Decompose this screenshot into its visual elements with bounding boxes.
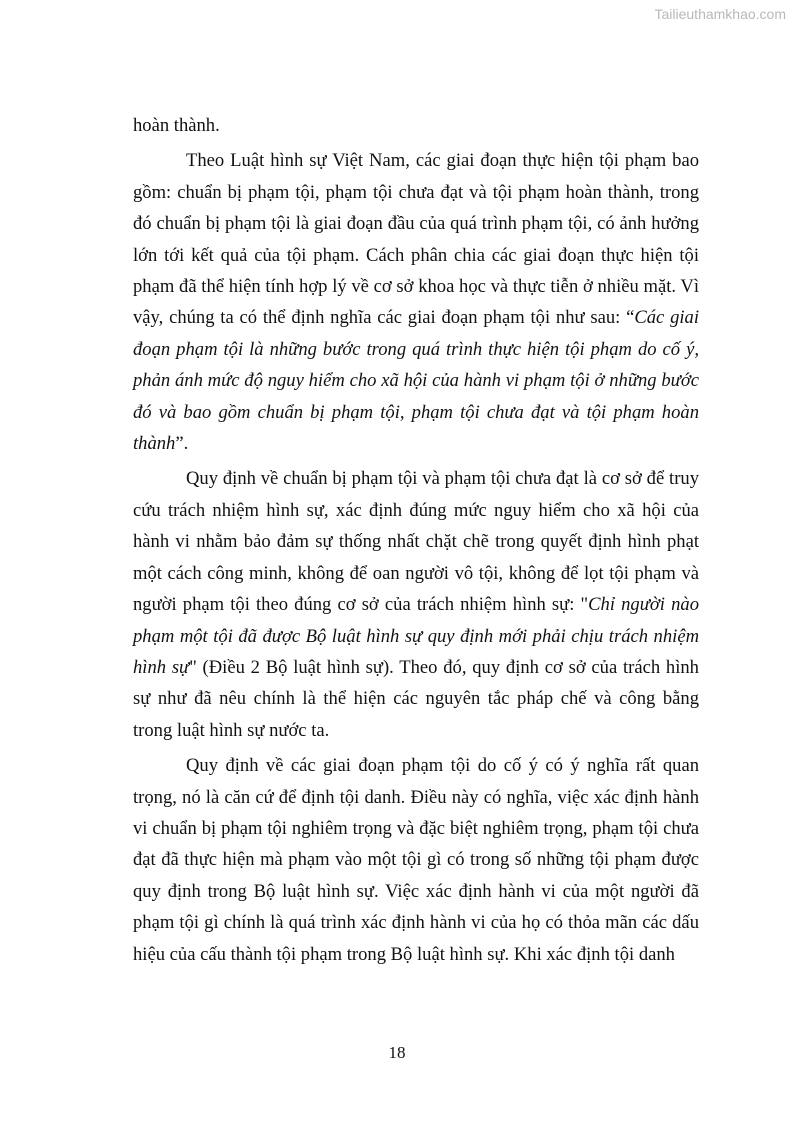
paragraph <box>133 145 699 459</box>
italic-quote: Chỉ người nào phạm một tội đã được Bộ luật hình sự quy định mới phải chịu trách nhiệm hình sự <box>133 594 699 678</box>
document-body <box>133 110 699 974</box>
paragraph <box>133 750 699 970</box>
paragraph-text: " (Điều 2 Bộ luật hình sự). Theo đó, quy định cơ sở của trách hình sự như đã nêu chính là thể hiện các nguyên tắc pháp chế và công bằng trong luật hình sự nước ta. <box>133 656 699 741</box>
paragraph-text: Quy định về chuẩn bị phạm tội và phạm tội chưa đạt là cơ sở để truy cứu trách nhiệm hình sự, xác định đúng mức nguy hiểm cho xã hội của hành vi nhằm bảo đảm sự thống nhất chặt chẽ trong quyết định hình phạt một cách công minh, không để oan người vô tội, không để lọt tội phạm và người phạm tội theo đúng cơ sở của trách nhiệm hình sự: " <box>133 468 699 616</box>
paragraph-text: ”. <box>175 433 189 455</box>
watermark: Tailieuthamkhao.com <box>654 6 786 22</box>
paragraph <box>133 110 699 141</box>
paragraph <box>133 463 699 746</box>
page-number: 18 <box>388 1043 406 1062</box>
paragraph-text: hoàn thành. <box>133 115 220 136</box>
paragraph-text: Theo Luật hình sự Việt Nam, các giai đoạn thực hiện tội phạm bao gồm: chuẩn bị phạm tội, phạm tội chưa đạt và tội phạm hoàn thành, trong đó chuẩn bị phạm tội là giai đoạn đầu của quá trình phạm tội, có ảnh hưởng lớn tới kết quả của tội phạm. Cách phân chia các giai đoạn thực hiện tội phạm đã thể hiện tính hợp lý về cơ sở khoa học và thực tiễn ở nhiều mặt. Vì vậy, chúng ta có thể định nghĩa các giai đoạn phạm tội như sau: “ <box>133 150 699 329</box>
italic-quote: Các giai đoạn phạm tội là những bước trong quá trình thực hiện tội phạm do cố ý, phản ánh mức độ nguy hiểm cho xã hội của hành vi phạm tội ở những bước đó và bao gồm chuẩn bị phạm tội, phạm tội chưa đạt và tội phạm hoàn thành <box>133 307 700 455</box>
paragraph-text: Quy định về các giai đoạn phạm tội do cố ý có ý nghĩa rất quan trọng, nó là căn cứ để định tội danh. Điều này có nghĩa, việc xác định hành vi chuẩn bị phạm tội nghiêm trọng và đặc biệt nghiêm trọng, phạm tội chưa đạt đã thực hiện mà phạm vào một tội gì có trong số những tội phạm được quy định trong Bộ luật hình sự. Việc xác định hành vi của một người đã phạm tội gì chính là quá trình xác định hành vi của họ có thỏa mãn các dấu hiệu của cấu thành tội phạm trong Bộ luật hình sự. Khi xác định tội danh <box>133 755 699 965</box>
